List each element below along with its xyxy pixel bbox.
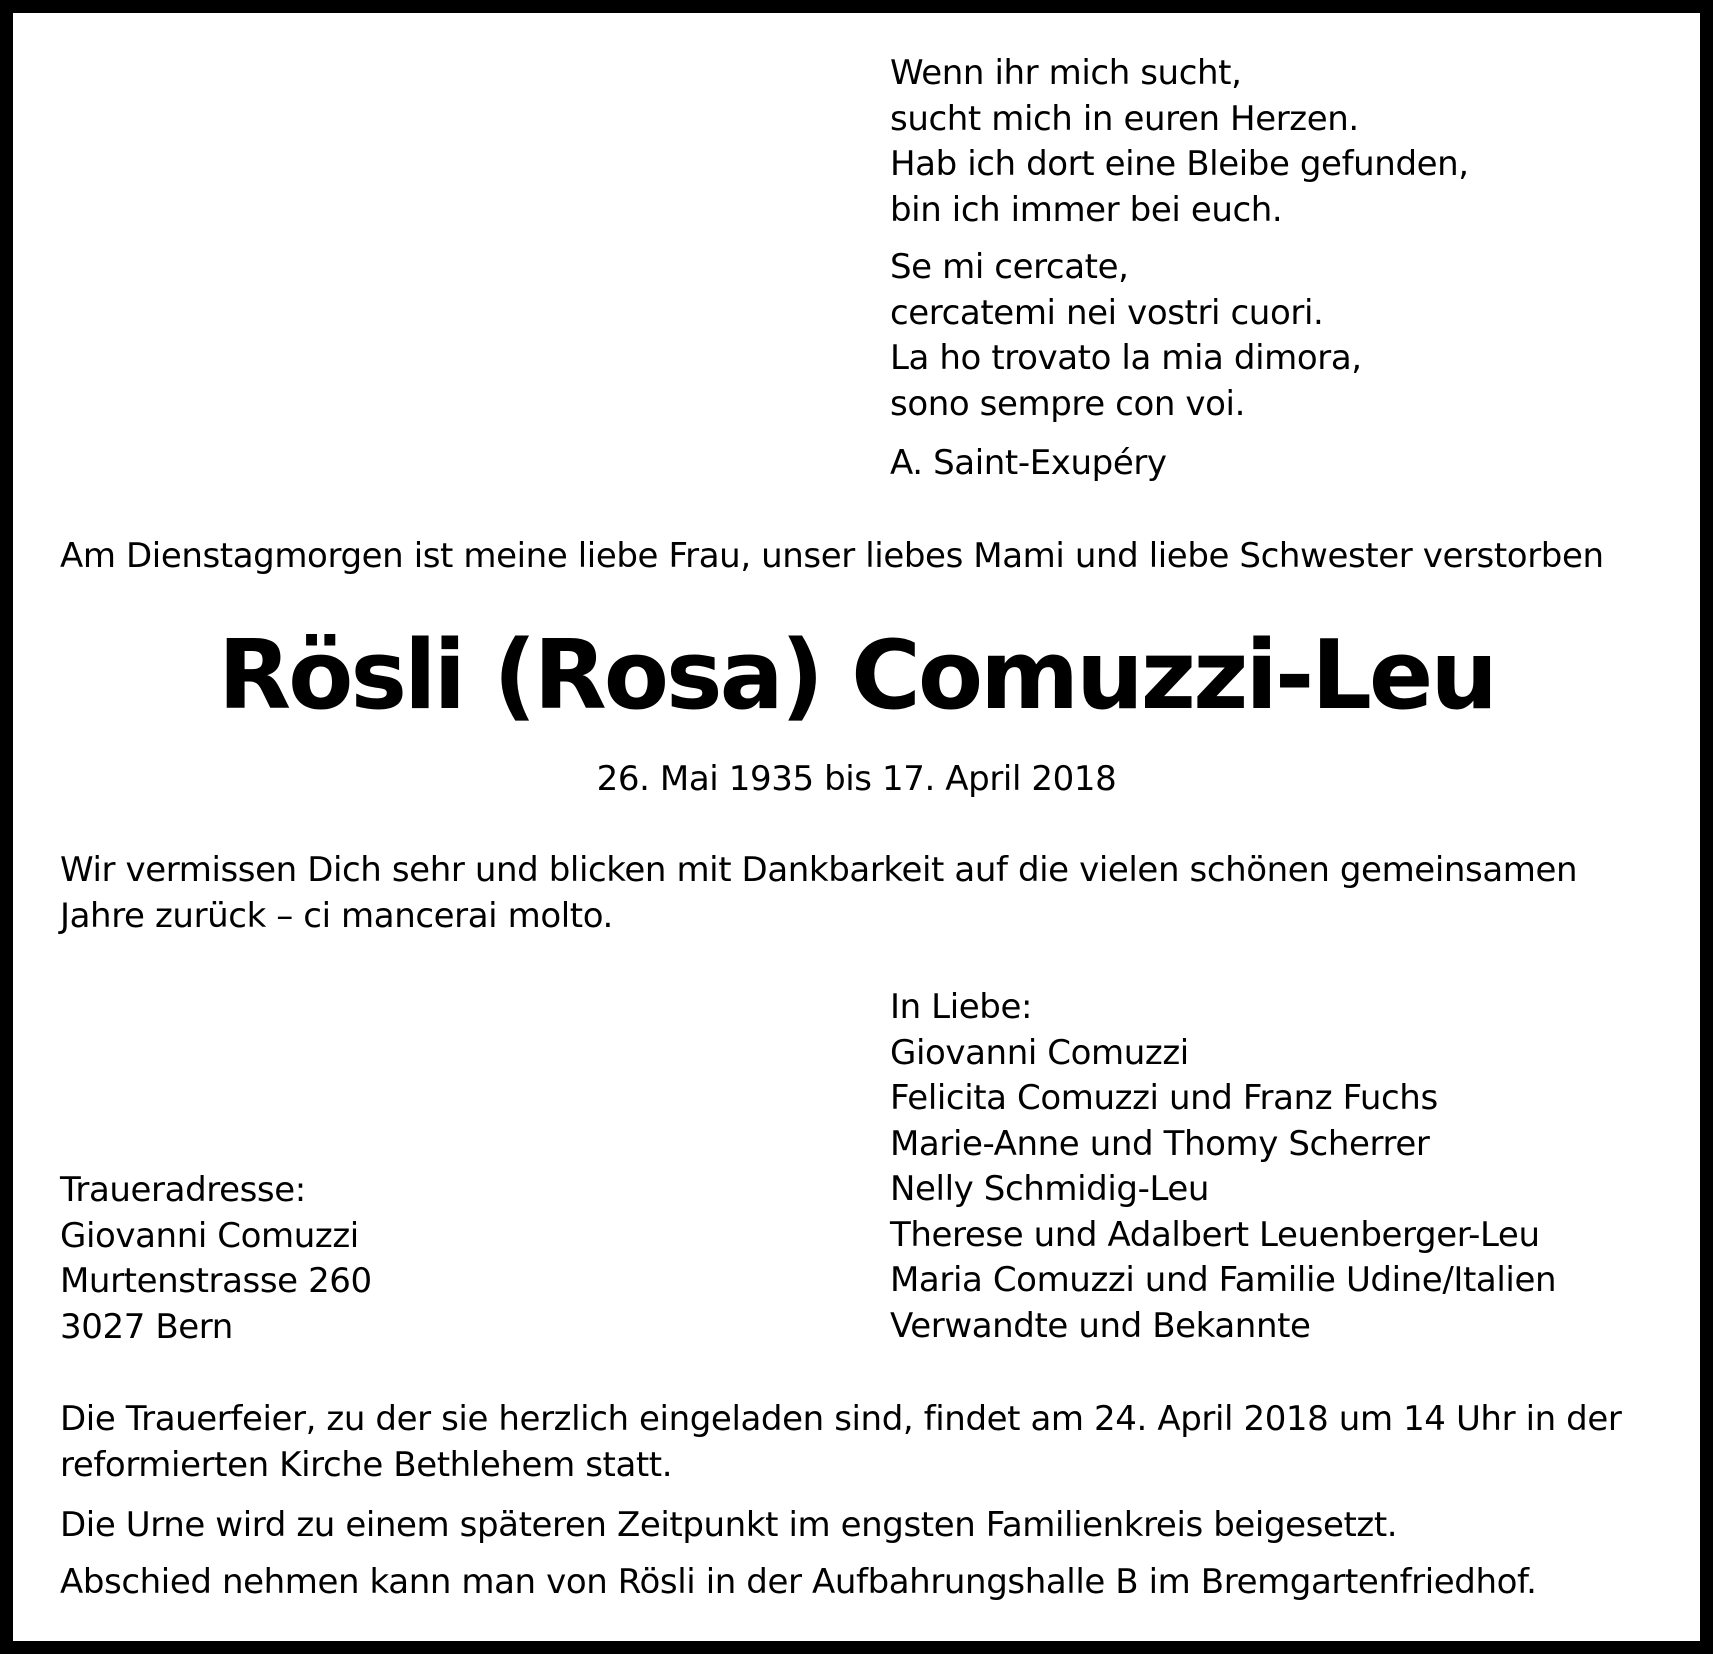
life-dates: 26. Mai 1935 bis 17. April 2018 bbox=[596, 759, 1117, 799]
poem-line: Se mi cercate, bbox=[890, 247, 1129, 287]
ceremony-line: Die Trauerfeier, zu der sie herzlich eingeladen sind, findet am 24. April 2018 um 14 Uhr in der bbox=[60, 1399, 1622, 1439]
deceased-name: Rösli (Rosa) Comuzzi-Leu bbox=[218, 621, 1495, 731]
mourner-name: Verwandte und Bekannte bbox=[890, 1305, 1311, 1346]
farewell-note: Abschied nehmen kann man von Rösli in der Aufbahrungshalle B im Bremgartenfriedhof. bbox=[60, 1562, 1537, 1602]
poem-line: bin ich immer bei euch. bbox=[890, 189, 1283, 230]
mourning-address bbox=[60, 1168, 372, 1350]
address-line: 3027 Bern bbox=[60, 1306, 233, 1347]
address-label: Traueradresse: bbox=[60, 1170, 306, 1210]
poem-line: Wenn ihr mich sucht, bbox=[890, 53, 1242, 93]
mourners-heading: In Liebe: bbox=[890, 987, 1033, 1027]
poem-line: sono sempre con voi. bbox=[890, 383, 1245, 424]
mourners-list bbox=[890, 985, 1556, 1349]
mourner-name: Nelly Schmidig-Leu bbox=[890, 1169, 1210, 1209]
address-line: Murtenstrasse 260 bbox=[60, 1261, 372, 1301]
poem-line: cercatemi nei vostri cuori. bbox=[890, 292, 1324, 333]
memorial-message bbox=[60, 848, 1577, 939]
mourner-name: Maria Comuzzi und Familie Udine/Italien bbox=[890, 1260, 1557, 1300]
address-line: Giovanni Comuzzi bbox=[60, 1215, 359, 1256]
message-line: Jahre zurück – ci mancerai molto. bbox=[60, 895, 613, 936]
poem-german bbox=[890, 51, 1469, 233]
ceremony-line: reformierten Kirche Bethlehem statt. bbox=[60, 1444, 673, 1485]
poem-italian bbox=[890, 245, 1362, 427]
poem-line: La ho trovato la mia dimora, bbox=[890, 338, 1362, 378]
mourner-name: Marie-Anne und Thomy Scherrer bbox=[890, 1123, 1430, 1164]
mourner-name: Therese und Adalbert Leuenberger-Leu bbox=[890, 1214, 1540, 1255]
poem-line: sucht mich in euren Herzen. bbox=[890, 98, 1359, 139]
poem-author: A. Saint-Exupéry bbox=[890, 443, 1167, 483]
message-line: Wir vermissen Dich sehr und blicken mit Dankbarkeit auf die vielen schönen gemeinsamen bbox=[60, 850, 1578, 890]
urn-note: Die Urne wird zu einem späteren Zeitpunkt im engsten Familienkreis beigesetzt. bbox=[60, 1505, 1398, 1545]
death-announcement: Am Dienstagmorgen ist meine liebe Frau, unser liebes Mami und liebe Schwester verstorben bbox=[60, 536, 1604, 576]
mourner-name: Felicita Comuzzi und Franz Fuchs bbox=[890, 1078, 1438, 1118]
poem-line: Hab ich dort eine Bleibe gefunden, bbox=[890, 144, 1469, 184]
ceremony-info bbox=[60, 1397, 1621, 1488]
mourner-name: Giovanni Comuzzi bbox=[890, 1032, 1189, 1073]
